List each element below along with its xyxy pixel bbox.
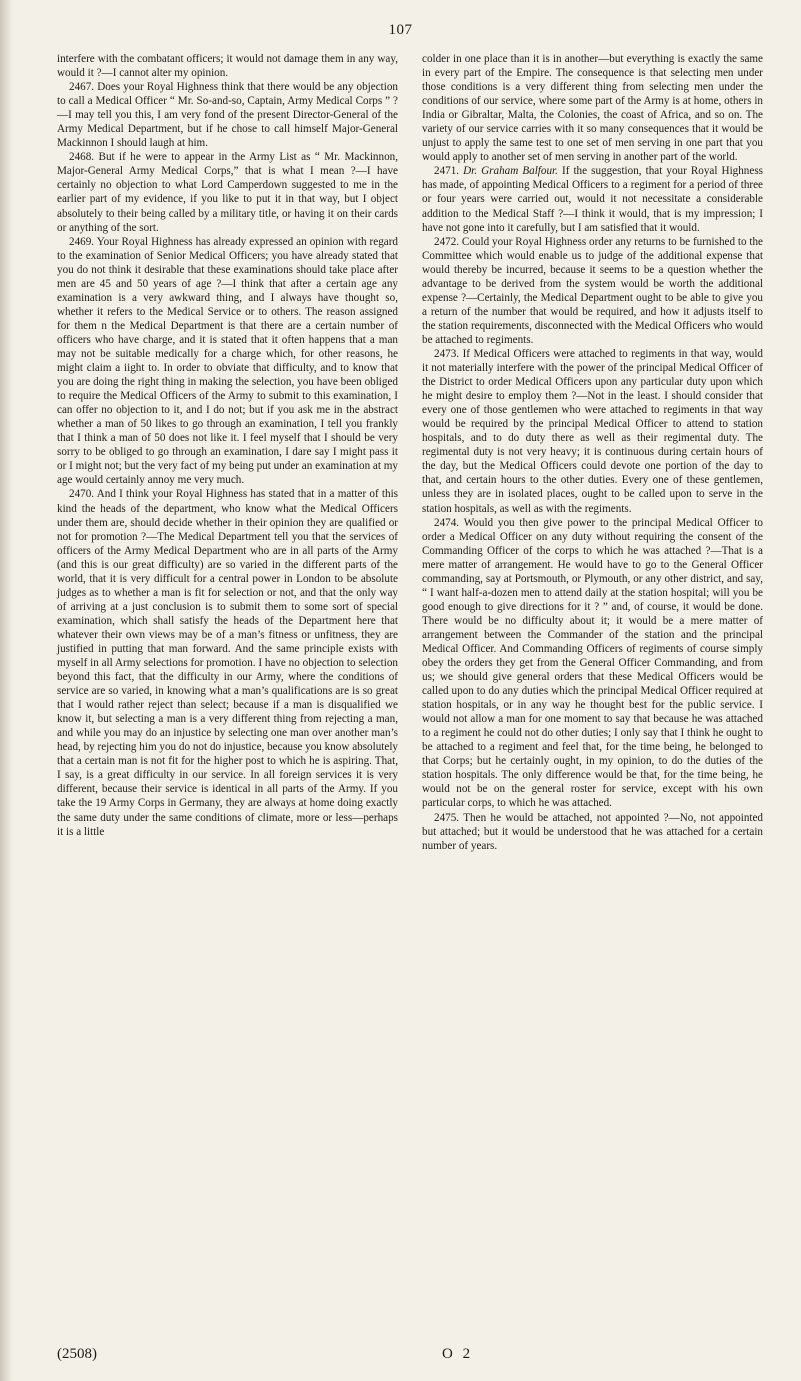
paragraph-text: interfere with the combatant officers; it would not damage them in any way, would it ?—I cannot alter my opinion.	[57, 53, 398, 80]
question-number: 2475.	[434, 811, 460, 824]
paragraph-text: colder in one place than it is in another—but everything is exactly the same in every part of the Empire. The consequence is that selecting men under those conditions is a very different thing from selecting men under the conditions of our service, where some part of the Army is at home, others in India or Gibraltar, Malta, the Colonies, the coast of Africa, and so on. The variety of our service carries with it so many consequences that it would be unjust to apply the same test to one set of men serving in one part that you would apply to another set of men serving in another part of the world.	[422, 53, 763, 164]
paragraph-text: Your Royal Highness has already expressed an opinion with regard to the examination of Senior Medical Officers; you have already stated that you do not think it desirable that these examinations should take place after men are 45 and 50 years of age ?—I think that after a certain age any examination is a very awkward thing, and I always have thought so, whether it refers to the Medical Service or to others. The reason assigned for them n the Medical Department is that there are a certain number of officers who have charge, and it is stated that it often happens that a man may not be suitable medically for a charge which, for other reasons, he might claim a iight to. In order to obviate that difficulty, and to know that you are doing the right thing in making the selection, you have been obliged to require the Medical Officers of the Army to submit to this examination, I can offer no objection to it, and I do not; but if you ask me in the abstract whether a man of 50 likes to go through an examination, I tell you frankly that I think a man of 50 does not like it. I feel myself that I should be very sorry to be obliged to go through an examination, I dare say I might pass it or I might not; but the very fact of my being put under an examination at my age would certainly annoy me very much.	[57, 235, 399, 487]
paragraph	[57, 235, 398, 488]
page-binding-edge	[0, 0, 14, 1381]
paragraph	[422, 811, 763, 853]
signature-mark: O 2	[442, 1346, 474, 1362]
right-column	[422, 52, 763, 1342]
paragraph-text: If the suggestion, that your Royal Highness has made, of appointing Medical Officers to a regiment for a period of three or four years were carried out, would it not necessitate a considerable addition to the Medical Staff ?—I think it would, that is my impression; I have not gone into it carefully, but I am satisfied that it would.	[422, 165, 763, 234]
left-column	[57, 52, 398, 1342]
paragraph	[57, 80, 398, 150]
question-number: 2472.	[434, 235, 460, 248]
paragraph	[57, 487, 398, 838]
question-number: 2470.	[69, 488, 95, 501]
paragraph-text: Then he would be attached, not appointed ?—No, not appointed but attached; but it would be understood that he was attached for a certain number of years.	[422, 811, 763, 852]
paragraph	[57, 150, 398, 234]
paragraph-text: Would you then give power to the principal Medical Officer to order a Medical Officer on any duty without requiring the consent of the Commanding Officer of the corps to which he was attached ?—That is a mere matter of arrangement. He would have to go to the General Officer commanding, say at Portsmouth, or Plymouth, or any other district, and say, “ I want half-a-dozen men to attend daily at the station hospital; will you be good enough to give directions for it ? ” and, of course, it would be done. There would be no difficulty about it; it would be a mere matter of arrangement between the Commander of the station and the principal Medical Officer. And Commanding Officers of regiments of course simply obey the orders they get from the General Officer Commanding, and from us; we should give general orders that these Medical Officers would be called upon to do any duties which the principal Medical Officer required at station hospitals, or in any way he thought best for the public service. I would not allow a man for one moment to say that because he was attached to a regiment he could not do other duties; I only say that I think he ought to be attached to a regiment and feel that, for the time being, he belonged to that Corps; but he certainly ought, in my opinion, to do the duties of the station hospitals. The only difference would be that, for the time being, he would not be on the general roster for service, except with his own particular corps, to which he was attached.	[422, 516, 763, 810]
paragraph-text: Does your Royal Highness think that there would be any objection to call a Medical Officer “ Mr. So-and-so, Captain, Army Medical Corps ” ?—I may tell you this, I am very fond of the present Director-General of the Army Medical Department, but if he chose to call himself Major-General Mackinnon I should laugh at him.	[57, 81, 398, 150]
paragraph	[422, 164, 763, 234]
print-code: (2508)	[57, 1346, 97, 1362]
paragraph	[422, 347, 763, 516]
paragraph-text: If Medical Officers were attached to regiments in that way, would it not materially interfere with the power of the principal Medical Officer of the District to order Medical Officers upon any particular duty upon which he might desire to employ them ?—Not in the least. I should consider that every one of those gentlemen who were attached to regiments in that way would be required by the principal Medical Officer to attend to station hospitals, and to do duty there as well as their regimental duty. The regimental duty is not very heavy; it is continuous during certain hours of the day, but the Medical Officers could devote one portion of the day to that, and certain hours to the other duties. Every one of these gentlemen, unless they are in isolated places, ought to be called upon to serve in the station hospitals, as well as with the regiments.	[422, 347, 763, 515]
question-number: 2473.	[434, 347, 460, 360]
page-footer	[57, 1346, 763, 1366]
question-number: 2467.	[69, 81, 95, 94]
question-number: 2468.	[69, 151, 95, 164]
page-number: 107	[388, 22, 413, 38]
speaker-name: Dr. Graham Balfour.	[463, 165, 558, 178]
text-columns	[57, 52, 763, 1342]
question-number: 2474.	[434, 516, 460, 529]
paragraph-text: But if he were to appear in the Army List as “ Mr. Mackinnon, Major-General Army Medical Corps,” that is what I mean ?—I have certainly no objection to what Lord Camperdown suggested to me in the earlier part of my evidence, if you like to put it in that way, but I object absolutely to their being called by a military title, or having it on their cards or anything of the sort.	[57, 151, 398, 234]
question-number: 2469.	[69, 235, 95, 248]
paragraph	[57, 52, 398, 80]
question-number: 2471.	[434, 165, 460, 178]
paragraph	[422, 235, 763, 347]
paragraph-text: Could your Royal Highness order any returns to be furnished to the Committee which would enable us to judge of the additional expense that would thereby be incurred, because it seems to be a question whether the advantage to be derived from the system would be worth the additional expense ?—Certainly, the Medical Department ought to be able to give you a return of the number that would be required, and how it adjusts itself to the station requirements, disconnected with the Medical Officers who would be attached to regiments.	[422, 235, 763, 346]
paragraph-text: And I think your Royal Highness has stated that in a matter of this kind the heads of the department, who know what the Medical Officers under them are, should decide whether in their opinion they are qualified or not for promotion ?—The Medical Department tell you that the services of officers of the Army Medical Department who are in all parts of the Army (and this is our great difficulty) are so varied in the different parts of the world, that it is very difficult for a central power in London to be absolute judges as to whether a man is fit for selection or not, and that the only way of arriving at a just conclusion is to submit them to some sort of special examination, which shall satisfy the heads of the Department here that whatever their own views may be of a man’s fitness or unfitness, they are justified in putting that man forward. And the same principle exists with myself in all Army selections for promotion. I have no objection to selection beyond this fact, that the difficulty in our Army, where the conditions of service are so varied, in knowing what a man’s qualifications are is so great that I would rather reject than select; because if a man is disqualified we know it, but selecting a man is a very different thing from rejecting a man, and while you may do an injustice by selecting one man over another man’s head, by rejecting him you do not do injustice, because you know absolutely that a certain man is not fit for the higher post to which he is aspiring. That, I say, is a great difficulty in our service. In all foreign services it is very different, because their service is identical in all parts of the Army. If you take the 19 Army Corps in Germany, they are always at home doing exactly the same duty under the same conditions of climate, more or less—perhaps it is a little	[57, 488, 398, 838]
paragraph	[422, 516, 763, 811]
paragraph	[422, 52, 763, 164]
